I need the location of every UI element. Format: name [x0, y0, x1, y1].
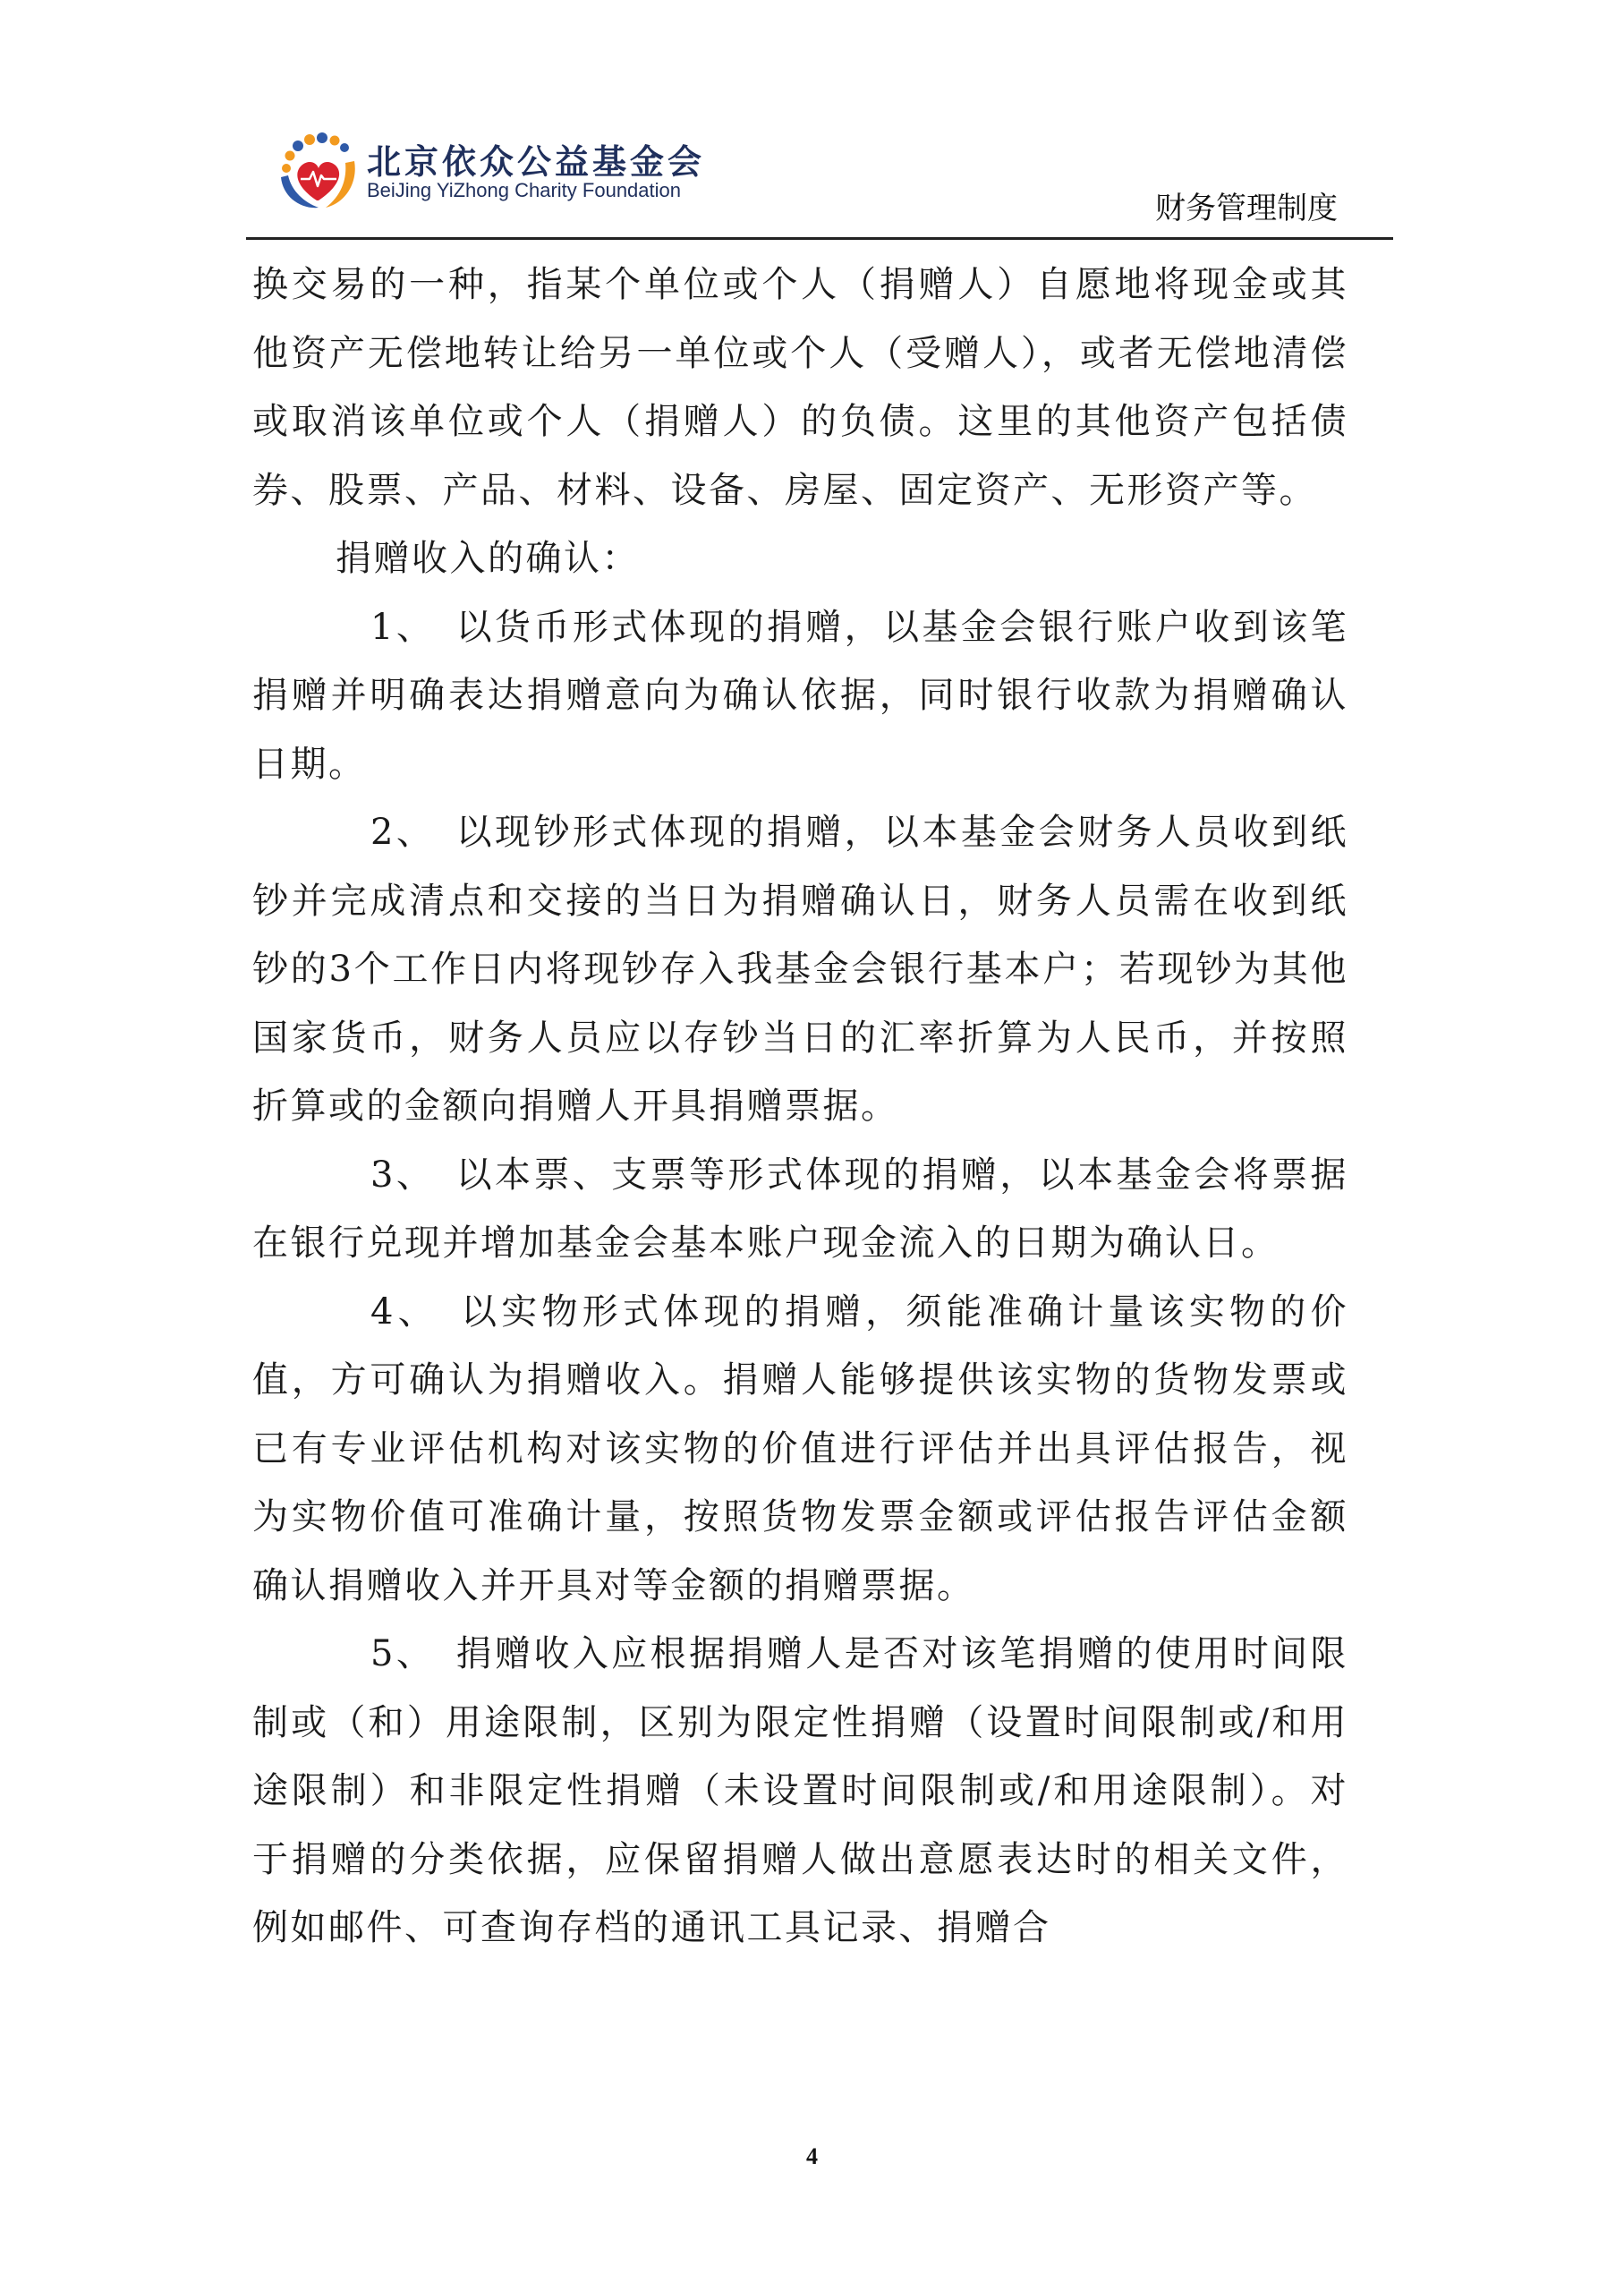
list-item: 2、 以现钞形式体现的捐赠，以本基金会财务人员收到纸钞并完成清点和交接的当日为捐赠确认日，财务人员需在收到纸钞的3个工作日内将现钞存入我基金会银行基本户；若现钞为其他国家货币，财务人员应以存钞当日的汇率折算为人民币，并按照折算或的金额向捐赠人开具捐赠票据。	[252, 812, 1348, 1127]
organization-name-english: BeiJing YiZhong Charity Foundation	[367, 179, 681, 201]
list-item: 4、 以实物形式体现的捐赠，须能准确计量该实物的价值，方可确认为捐赠收入。捐赠人能够提供该实物的货物发票或已有专业评估机构对该实物的价值进行评估并出具评估报告，视为实物价值可准确计量，按照货物发票金额或评估报告评估金额确认捐赠收入并开具对等金额的捐赠票据。	[252, 1290, 1348, 1606]
list-item: 3、 以本票、支票等形式体现的捐赠，以本基金会将票据在银行兑现并增加基金会基本账户现金流入的日期为确认日。	[252, 1154, 1348, 1264]
header-divider	[246, 237, 1393, 240]
page-header	[0, 0, 1624, 242]
body-paragraph: 换交易的一种，指某个单位或个人（捐赠人）自愿地将现金或其他资产无偿地转让给另一单位或个人（受赠人），或者无偿地清偿或取消该单位或个人（捐赠人）的负债。这里的其他资产包括债券、股票、产品、材料、设备、房屋、固定资产、无形资产等。	[252, 264, 1348, 511]
organization-name-chinese: 北京依众公益基金会	[367, 142, 706, 182]
section-heading: 捐赠收入的确认：	[336, 538, 640, 579]
list-item: 1、 以货币形式体现的捐赠，以基金会银行账户收到该笔捐赠并明确表达捐赠意向为确认依据，同时银行收款为捐赠确认日期。	[252, 606, 1348, 785]
foundation-logo-icon	[268, 125, 376, 215]
document-body	[252, 251, 1348, 1963]
page-number: 4	[806, 2143, 818, 2169]
document-title: 财务管理制度	[1155, 191, 1338, 226]
list-item: 5、 捐赠收入应根据捐赠人是否对该笔捐赠的使用时间限制或（和）用途限制，区别为限定性捐赠（设置时间限制或/和用途限制）和非限定性捐赠（未设置时间限制或/和用途限制）。对于捐赠的分类依据，应保留捐赠人做出意愿表达时的相关文件，例如邮件、可查询存档的通讯工具记录、捐赠合	[252, 1633, 1348, 1948]
